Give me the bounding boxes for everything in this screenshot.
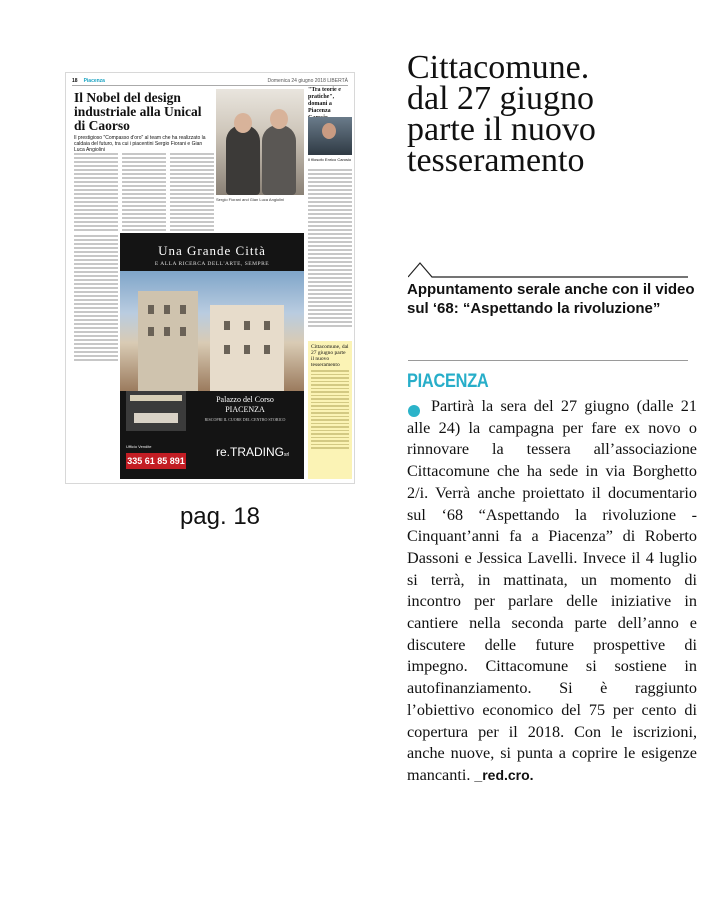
ad-building-name bbox=[190, 395, 300, 425]
ad-city-label: PIACENZA bbox=[225, 405, 265, 414]
ad-building-photo bbox=[120, 271, 304, 391]
thumbnail-side-title: "Tra teorie e pratiche", domani a Piacenza bbox=[308, 87, 341, 114]
ad-logo-text: re.TRADING bbox=[216, 445, 285, 459]
thumbnail-photo-caption: Sergio Fiorani and Gian Luca Angiolini bbox=[216, 197, 285, 202]
divider-line bbox=[408, 360, 688, 361]
ad-logo-suffix: srl bbox=[284, 452, 290, 458]
article-signature: _red.cro. bbox=[474, 766, 534, 783]
ad-title: Una Grande Città bbox=[158, 243, 266, 258]
thumbnail-side-caption: Il filosofo Enrico Carosio bbox=[308, 157, 352, 162]
article-body bbox=[407, 396, 697, 787]
thumbnail-text-column bbox=[122, 153, 166, 233]
thumbnail-highlighted-title: Cittacomune, dal 27 giugno parte il nuovo tesseramento bbox=[311, 344, 349, 368]
ad-office-label: Ufficio Vendite bbox=[126, 444, 152, 449]
article-headline bbox=[407, 49, 707, 179]
thumbnail-side-photo bbox=[308, 117, 352, 155]
thumbnail-text-column bbox=[74, 153, 118, 233]
page-thumbnail[interactable] bbox=[65, 72, 355, 484]
thumbnail-right-column bbox=[308, 169, 352, 349]
thumbnail-section: Piacenza bbox=[83, 78, 105, 84]
ad-interior-photo bbox=[126, 391, 186, 431]
article-body-text: Partirà la sera del 27 giugno (dalle 21 alle 24) la campagna per fare ex novo o rinnovare la tessera all’associazione Cittacomune che ha sede in via Borghetto 2/i. Verrà anche proiettato il documentario sul ‘68 “Aspettando la rivoluzione - Cinquant’anni fa a Piacenza” di Roberto Dassoni e Jessica Lavelli. Invece il 4 luglio si terrà, in mattinata, un momento di incontro per parlare delle iniziative in cantiere nella seconda parte dell’anno e discutere delle future prospettive di impegno. Cittacomune si sostiene in autofinanziamento. Si è raggiunto l’obiettivo economico del 75 per cento di copertura per il 2018. Con le iscrizioni, anche nuove, si punta a coprire le esigenze mancanti. bbox=[407, 397, 697, 784]
headline-line: parte il nuovo bbox=[407, 111, 596, 148]
divider-rule bbox=[408, 260, 688, 278]
thumbnail-page-number: 18 bbox=[72, 78, 78, 84]
thumbnail-text-column bbox=[74, 235, 118, 475]
ad-subtitle: E ALLA RICERCA DELL'ARTE, SEMPRE bbox=[154, 261, 270, 267]
ad-phone-number: 335 61 85 891 bbox=[126, 453, 186, 469]
section-label: PIACENZA bbox=[407, 371, 489, 392]
thumbnail-date: Domenica 24 giugno 2018 LIBERTÀ bbox=[267, 78, 348, 84]
ad-company-logo bbox=[216, 445, 289, 459]
thumbnail-text-column bbox=[170, 153, 214, 233]
thumbnail-advertisement bbox=[120, 233, 304, 479]
thumbnail-topbar bbox=[72, 77, 348, 86]
ad-palazzo-label: Palazzo del Corso bbox=[216, 395, 274, 404]
thumbnail-headline: Il Nobel del design industriale alla Unical di Caorso bbox=[74, 90, 202, 133]
thumbnail-highlighted-article bbox=[308, 341, 352, 479]
article-subheadline: Appuntamento serale anche con il video sul ‘68: “Aspettando la rivoluzione” bbox=[407, 281, 695, 317]
thumbnail-photo bbox=[216, 89, 304, 195]
headline-line: Cittacomune. bbox=[407, 49, 590, 86]
thumbnail-subheadline: Il prestigioso "Compasso d'oro" al team che ha realizzato la caldaia del futuro, tra cui i piacentini Sergio Fiorani e Gian Luca Angiolini bbox=[74, 135, 206, 153]
headline-line: tesseramento bbox=[407, 142, 585, 179]
thumbnail-caption: pag. 18 bbox=[179, 503, 261, 530]
ad-tagline: RISCOPRI IL CUORE DEL CENTRO STORICO bbox=[204, 417, 286, 422]
headline-line: dal 27 giugno bbox=[407, 80, 594, 117]
